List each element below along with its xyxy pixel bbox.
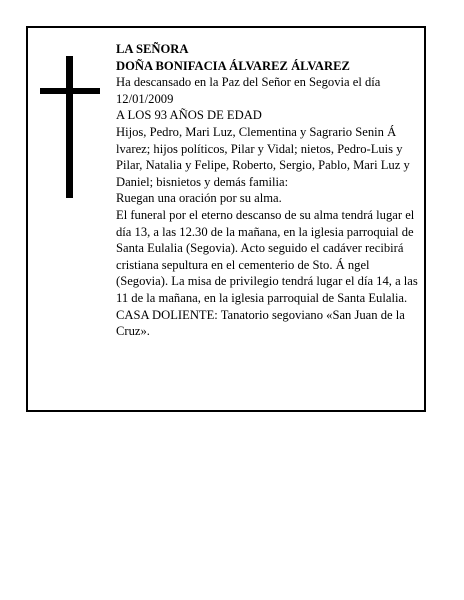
obituary-notice: [26, 26, 426, 412]
cross-vertical-bar: [66, 56, 73, 198]
deceased-name: DOÑA BONIFACIA ÁLVAREZ ÁLVAREZ: [116, 58, 350, 73]
death-announcement: Ha descansado en la Paz del Señor en Segovia el día 12/01/2009: [116, 75, 381, 106]
funeral-details: El funeral por el eterno descanso de su alma tendrá lugar el día 13, a las 12.30 de la mañana, en la iglesia parroquial de Santa Eulalia (Segovia). Acto seguido el cadáver recibirá cristiana sepultura en el cementerio de Sto. Á ngel (Segovia). La misa de privilegio tendrá lugar el día 14, a las 11 de la mañana, en la iglesia parroquial de Santa Eulalia.: [116, 207, 418, 305]
prayer-request: Ruegan una oración por su alma.: [116, 191, 282, 206]
notice-text-block: [116, 41, 422, 340]
family-members: Hijos, Pedro, Mari Luz, Clementina y Sagrario Senin Á lvarez; hijos políticos, Pilar y Vidal; nietos, Pedro-Luis y Pilar, Natalia y Felipe, Roberto, Sergio, Pablo, Mari Luz y Daniel; bisnietos y demás familia:: [116, 124, 410, 189]
notice-title: LA SEÑORA: [116, 42, 189, 56]
age-at-death: A LOS 93 AÑOS DE EDAD: [116, 108, 262, 123]
cross-horizontal-bar: [40, 88, 100, 94]
cross-icon: [40, 56, 100, 198]
mourning-house: CASA DOLIENTE: Tanatorio segoviano «San Juan de la Cruz».: [116, 307, 405, 339]
